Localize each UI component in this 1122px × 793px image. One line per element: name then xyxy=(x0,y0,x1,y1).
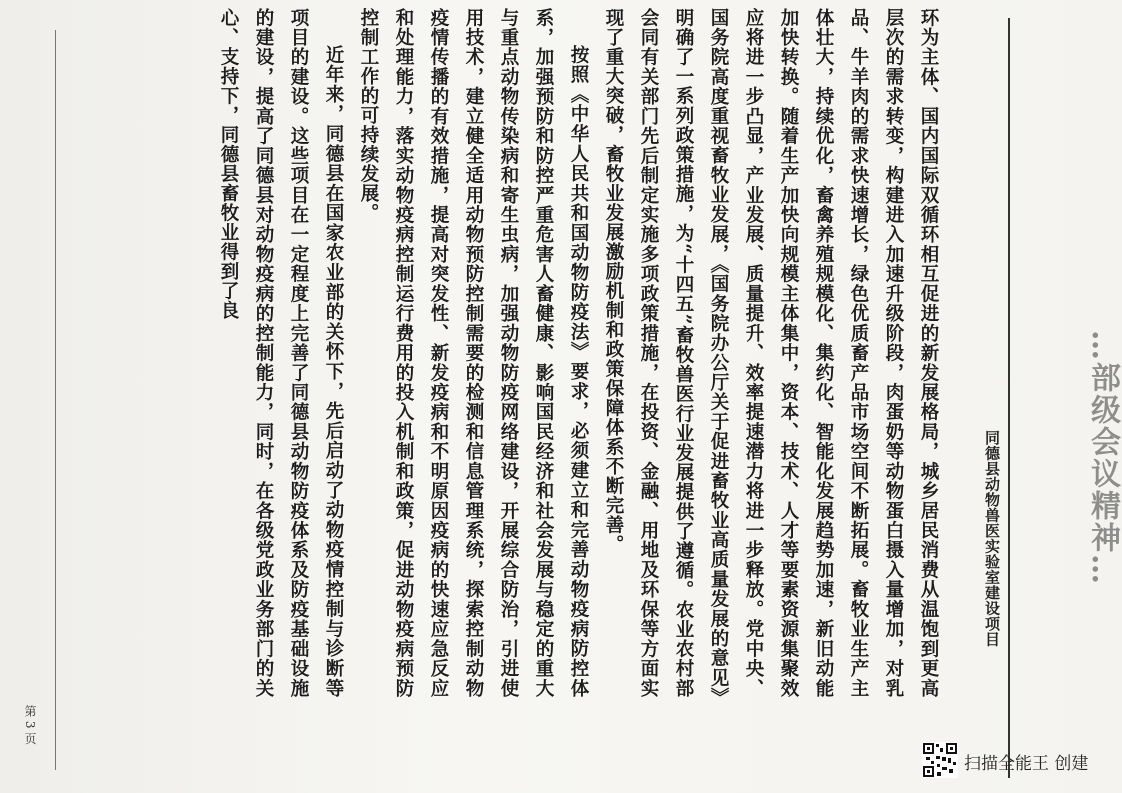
header-rule xyxy=(1008,18,1010,778)
body-text xyxy=(46,8,946,698)
paragraph-1: 环为主体、国内国际双循环相互促进的新发展格局，城乡居民消费从温饱到更高层次的需求转变，构建进入加速升级阶段，肉蛋奶等动物蛋白摄入量增加，对乳品、牛羊肉的需求快速增长，绿色优质畜产品市场空间不断拓展。畜牧业生产主体壮大，持续优化，畜禽养殖规模化、集约化、智能化发展趋势加速，新旧动能加快转换。随着生产加快向规模主体集中，资本、技术、人才等要素资源集聚效应将进一步凸显，产业发展、质量提升、效率提速潜力将进一步释放。党中央、国务院高度重视畜牧业发展，《国务院办公厅关于促进畜牧业高质量发展的意见》明确了一系列政策措施，为“十四五”畜牧兽医行业发展提供了遵循。农业农村部会同有关部门先后制定实施多项政策措施，在投资、金融、用地及环保等方面实现了重大突破，畜牧业发展激励机制和政策保障体系不断完善。 xyxy=(603,8,939,698)
page-number: 第 3 页 xyxy=(23,705,37,745)
scanner-watermark-label: 扫描全能王 创建 xyxy=(964,754,1089,774)
qr-code-icon xyxy=(922,742,958,778)
cropped-title-fragment: …部级会议精神… xyxy=(1085,330,1120,586)
footer-rule xyxy=(55,30,56,770)
paragraph-3: 近年来，同德县在国家农业部的关怀下，先后启动了动物疫情控制与诊断等项目的建设。这些项目在一定程度上完善了同德县动物防疫体系及防疫基础设施的建设，提高了同德县对动物疫病的控制能力，同时，在各级党政业务部门的关心、支持下，同德县畜牧业得到了良 xyxy=(218,8,344,698)
paragraph-2: 按照《中华人民共和国动物防疫法》要求，必须建立和完善动物疫病防控体系，加强预防和防控严重危害人畜健康、影响国民经济和社会发展与稳定的重大与重点动物传染病和寄生虫病，加强动物防疫网络建设，开展综合防治，引进使用技术，建立健全适用动物预防控制需要的检测和信息管理系统，探索控制动物疫情传播的有效措施，提高对突发性、新发疫病和不明原因疫病的快速应急反应和处理能力，落实动物疫病控制运行费用的投入机制和政策，促进动物疫病预防控制工作的可持续发展。 xyxy=(358,8,589,698)
header-title: 同德县动物兽医实验室建设项目 xyxy=(983,430,1001,647)
